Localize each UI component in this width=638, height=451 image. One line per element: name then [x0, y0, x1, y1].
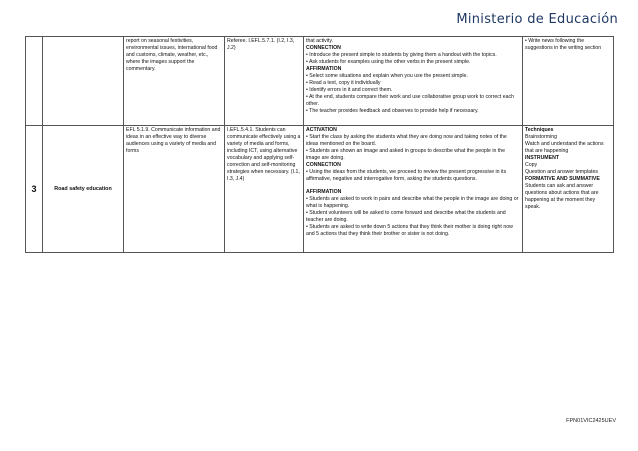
- unit-number-cell: 3: [26, 126, 43, 253]
- activity-heading: ACTIVATION: [306, 127, 337, 133]
- activity-line: • Ask students for examples using the other verbs in the present simple.: [306, 59, 471, 65]
- objective-cell: EFL 5.1.9. Communicate information and ideas in an effective way to diverse audiences using a variety of media and forms: [124, 126, 225, 253]
- activity-line: • Using the ideas from the students, we proceed to review the present progressive in its affirmative, negative and interrogative form, asking the students questions.: [306, 169, 507, 182]
- evaluation-line: Students can ask and answer questions about actions that are happening at the moment they speak.: [525, 183, 599, 210]
- evaluation-line: • Write news following the suggestions in the writing section: [525, 38, 602, 51]
- activity-heading: CONNECTION: [306, 45, 341, 51]
- topic-cell: Road safety education: [43, 126, 124, 253]
- document-code: FPN01VIC2425UEV: [566, 418, 616, 424]
- activity-heading: AFFIRMATION: [306, 66, 342, 72]
- criteria-cell: Referee. I.EFL.5.7.1. (I.2, I.3, J.2): [225, 37, 304, 126]
- activity-line: • Student volunteers will be asked to come forward and describe what the students and teacher are doing.: [306, 210, 506, 223]
- evaluation-heading: FORMATIVE AND SUMMATIVE: [525, 176, 600, 182]
- evaluation-line: Copy: [525, 162, 538, 168]
- activity-line: • Start the class by asking the students what they are doing now and taking notes of the ideas mentioned on the board.: [306, 134, 507, 147]
- activity-line: • The teacher provides feedback and observes to provide help if necessary.: [306, 108, 479, 114]
- activity-line: • Students are asked to write down 5 actions that they think their mother is doing right now and 5 actions that they think their brother or sister is not doing.: [306, 224, 513, 237]
- objective-cell: report on seasonal festivities, environmental issues, international food and customs, climate, weather, etc., where the images support the commentary.: [124, 37, 225, 126]
- criteria-cell: I.EFL.5.4.1. Students can communicate effectively using a variety of media and forms, including ICT, using alternative vocabulary and applying self-correction and self-monitoring strategies when necessary. (I.1, I.3, J.4): [225, 126, 304, 253]
- evaluation-line: Brainstorming: [525, 134, 558, 140]
- activity-heading: AFFIRMATION: [306, 189, 342, 195]
- activity-line: • Read a text, copy it individually: [306, 80, 381, 86]
- activity-line: • Select some situations and explain when you use the present simple.: [306, 73, 468, 79]
- activity-line: • Students are asked to work in pairs and describe what the people in the image are doing or what is happening.: [306, 196, 519, 209]
- ministry-title: Ministerio de Educación: [456, 12, 618, 27]
- evaluation-line: Watch and understand the actions that are happening: [525, 141, 604, 154]
- activity-line: that activity.: [306, 38, 334, 44]
- evaluation-heading: INSTRUMENT: [525, 155, 560, 161]
- evaluation-heading: Techniques: [525, 127, 554, 133]
- activities-cell: [304, 126, 523, 253]
- table-row: [26, 126, 614, 253]
- activity-line: • Students are shown an image and asked in groups to describe what the people in the image are doing.: [306, 148, 506, 161]
- activity-heading: CONNECTION: [306, 162, 341, 168]
- lesson-plan-table: [25, 36, 614, 253]
- evaluation-line: Question and answer templates: [525, 169, 598, 175]
- topic-cell: [43, 37, 124, 126]
- evaluation-cell: [523, 126, 614, 253]
- activity-line: • Identify errors in it and correct them.: [306, 87, 393, 93]
- table-row: [26, 37, 614, 126]
- activity-line: • Introduce the present simple to students by giving them a handout with the topics.: [306, 52, 497, 58]
- activity-line: • At the end, students compare their work and use collaborative group work to correct each other.: [306, 94, 514, 107]
- unit-number-cell: [26, 37, 43, 126]
- activities-cell: [304, 37, 523, 126]
- evaluation-cell: [523, 37, 614, 126]
